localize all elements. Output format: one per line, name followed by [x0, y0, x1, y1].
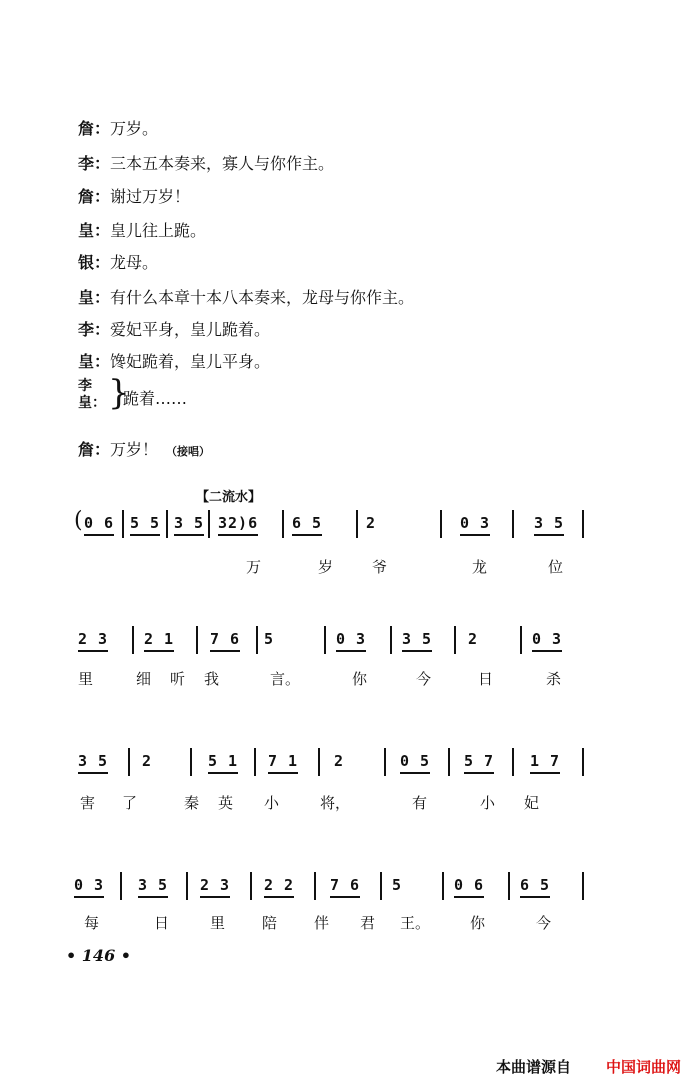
bar-line	[120, 872, 122, 900]
speaker: 皇：	[78, 352, 111, 371]
score-note: 0 3	[460, 514, 491, 532]
score-note: 0 6	[84, 514, 115, 532]
bar-line	[208, 510, 210, 538]
bar-line	[166, 510, 168, 538]
beat-underline	[402, 650, 432, 652]
lyric-syllable: 你	[470, 914, 486, 932]
footer-source-label: 本曲谱源自	[496, 1058, 572, 1076]
lyric-syllable: 言。	[270, 670, 301, 688]
bar-line	[384, 748, 386, 776]
lyric-syllable: 伴	[314, 914, 330, 932]
footer-site-name: 中国词曲网	[606, 1058, 682, 1076]
bar-line	[512, 510, 514, 538]
lyric-syllable: 小	[264, 794, 280, 812]
dialogue-line	[78, 440, 210, 462]
bar-line	[582, 748, 584, 776]
score-note: 2 3	[78, 630, 109, 648]
beat-underline	[268, 772, 298, 774]
lyric-syllable: 君	[360, 914, 376, 932]
bar-line	[508, 872, 510, 900]
score-note: 3 5	[174, 514, 205, 532]
dialogue-line	[78, 352, 270, 372]
speaker: 詹：	[78, 440, 111, 459]
line-text: 三本五本奏来，寡人与你作主。	[110, 154, 335, 173]
line-text: 龙母。	[110, 253, 159, 272]
bar-line	[186, 872, 188, 900]
score-note: 1 7	[530, 752, 561, 770]
lyric-syllable: 妃	[524, 794, 540, 812]
beat-underline	[520, 896, 550, 898]
bar-line	[282, 510, 284, 538]
score-note: 0 5	[400, 752, 431, 770]
line-text: 馋妃跪着，皇儿平身。	[110, 352, 271, 371]
bar-line	[448, 748, 450, 776]
tune-label: 【二流水】	[196, 490, 262, 505]
beat-underline	[74, 896, 104, 898]
dialogue-line	[78, 187, 190, 207]
lyric-syllable: 听	[170, 670, 186, 688]
lyric-syllable: 秦	[184, 794, 200, 812]
speaker: 李：	[78, 154, 111, 173]
score-note: 5	[392, 876, 403, 894]
beat-underline	[336, 650, 366, 652]
speaker: 詹：	[78, 119, 111, 138]
bar-line	[190, 748, 192, 776]
score-note: 3 5	[534, 514, 565, 532]
beat-underline	[78, 650, 108, 652]
line-text: 谢过万岁！	[110, 187, 191, 206]
dialogue-line	[78, 320, 270, 340]
beat-underline	[78, 772, 108, 774]
bar-line	[250, 872, 252, 900]
line-text: 万岁！	[110, 440, 159, 459]
lyric-syllable: 龙	[472, 558, 488, 576]
beat-underline	[292, 534, 322, 536]
line-text: 爱妃平身，皇儿跪着。	[110, 320, 271, 339]
lyric-syllable: 陪	[262, 914, 278, 932]
bar-line	[324, 626, 326, 654]
beat-underline	[464, 772, 494, 774]
speaker-top: 李	[78, 378, 92, 394]
stage-direction: （接唱）	[166, 445, 211, 458]
lyric-syllable: 日	[478, 670, 494, 688]
dialogue-line	[78, 288, 414, 308]
lyric-syllable: 岁	[318, 558, 334, 576]
bar-line	[440, 510, 442, 538]
bar-line	[254, 748, 256, 776]
score-note: 0 3	[336, 630, 367, 648]
score-note: 5 5	[130, 514, 161, 532]
score-note: 7 6	[210, 630, 241, 648]
beat-underline	[532, 650, 562, 652]
beat-underline	[218, 534, 258, 536]
beat-underline	[138, 896, 168, 898]
score-note: 2	[142, 752, 153, 770]
lyric-syllable: 害	[80, 794, 96, 812]
dialogue-line	[78, 221, 206, 241]
lyric-syllable: 万	[246, 558, 262, 576]
dialogue-line	[78, 154, 334, 174]
bar-line	[314, 872, 316, 900]
bar-line	[512, 748, 514, 776]
score-note: 2 3	[200, 876, 231, 894]
line-text: 皇儿往上跪。	[110, 221, 207, 240]
beat-underline	[454, 896, 484, 898]
score-note: 2	[366, 514, 377, 532]
score-note: 3 5	[138, 876, 169, 894]
dialogue-line	[78, 253, 158, 273]
lyric-syllable: 小	[480, 794, 496, 812]
beat-underline	[174, 534, 204, 536]
speaker: 皇：	[78, 221, 111, 240]
score-note: 2 1	[144, 630, 175, 648]
lyric-syllable: 杀	[546, 670, 562, 688]
lyric-syllable: 里	[78, 670, 94, 688]
score-note: 5 7	[464, 752, 495, 770]
lyric-syllable: 里	[210, 914, 226, 932]
open-paren: (	[74, 508, 83, 533]
beat-underline	[264, 896, 294, 898]
bar-line	[196, 626, 198, 654]
score-note: 2	[334, 752, 345, 770]
beat-underline	[130, 534, 160, 536]
line-text: 有什么本章十本八本奏来，龙母与你作主。	[110, 288, 415, 307]
beat-underline	[530, 772, 560, 774]
lyric-syllable: 你	[352, 670, 368, 688]
brace: }	[108, 373, 130, 413]
beat-underline	[84, 534, 114, 536]
bar-line	[356, 510, 358, 538]
beat-underline	[330, 896, 360, 898]
bar-line	[318, 748, 320, 776]
lyric-syllable: 有	[412, 794, 428, 812]
score-note: 6 5	[292, 514, 323, 532]
score-note: 5 1	[208, 752, 239, 770]
lyric-syllable: 将，	[320, 794, 351, 812]
beat-underline	[210, 650, 240, 652]
beat-underline	[400, 772, 430, 774]
score-note: 32)6	[218, 514, 259, 532]
bar-line	[380, 872, 382, 900]
beat-underline	[460, 534, 490, 536]
speaker: 李：	[78, 320, 111, 339]
beat-underline	[200, 896, 230, 898]
dialogue-line	[78, 119, 158, 139]
score-note: 0 3	[74, 876, 105, 894]
speaker: 詹：	[78, 187, 111, 206]
lyric-syllable: 王。	[400, 914, 431, 932]
bar-line	[390, 626, 392, 654]
page-number: • 146 •	[66, 946, 131, 965]
score-note: 2	[468, 630, 479, 648]
bar-line	[122, 510, 124, 538]
bar-line	[520, 626, 522, 654]
score-note: 0 3	[532, 630, 563, 648]
score-note: 2 2	[264, 876, 295, 894]
bar-line	[582, 872, 584, 900]
bar-line	[256, 626, 258, 654]
bar-line	[454, 626, 456, 654]
bar-line	[442, 872, 444, 900]
score-note: 7 1	[268, 752, 299, 770]
speaker-bottom: 皇：	[78, 395, 106, 411]
score-note: 7 6	[330, 876, 361, 894]
bar-line	[582, 510, 584, 538]
lyric-syllable: 英	[218, 794, 234, 812]
line-text: 万岁。	[110, 119, 159, 138]
stacked-speakers	[78, 378, 106, 412]
lyric-syllable: 日	[154, 914, 170, 932]
lyric-syllable: 爷	[372, 558, 388, 576]
score-note: 5	[264, 630, 275, 648]
lyric-syllable: 我	[204, 670, 220, 688]
score-note: 0 6	[454, 876, 485, 894]
lyric-syllable: 细	[136, 670, 152, 688]
speaker: 银：	[78, 253, 111, 272]
lyric-syllable: 今	[536, 914, 552, 932]
score-note: 3 5	[402, 630, 433, 648]
lyric-syllable: 每	[84, 914, 100, 932]
lyric-syllable: 位	[548, 558, 564, 576]
beat-underline	[144, 650, 174, 652]
bar-line	[128, 748, 130, 776]
lyric-syllable: 今	[416, 670, 432, 688]
stacked-line-text: 跪着……	[123, 389, 188, 408]
score-note: 3 5	[78, 752, 109, 770]
speaker: 皇：	[78, 288, 111, 307]
bar-line	[132, 626, 134, 654]
score-note: 6 5	[520, 876, 551, 894]
lyric-syllable: 了	[122, 794, 138, 812]
beat-underline	[534, 534, 564, 536]
beat-underline	[208, 772, 238, 774]
